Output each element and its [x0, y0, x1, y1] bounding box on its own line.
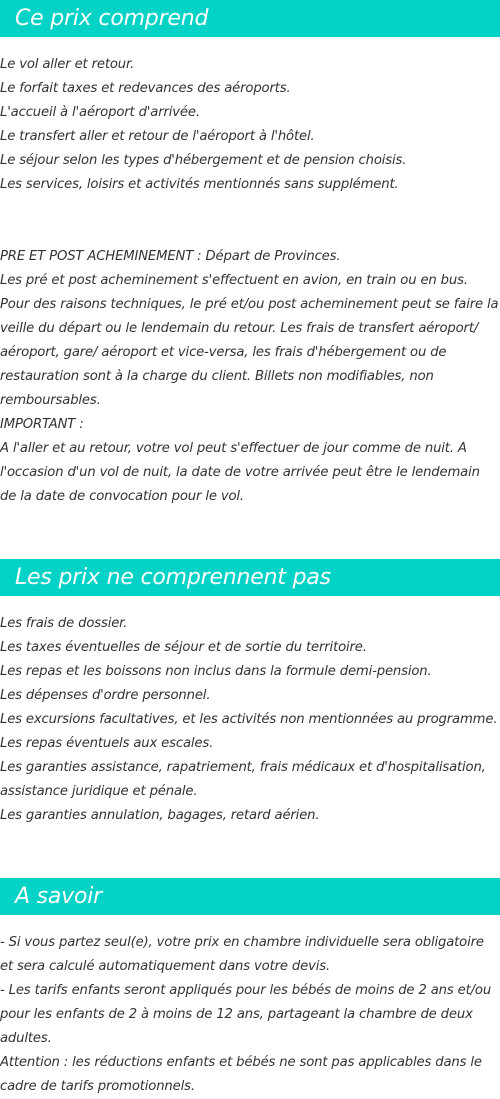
- section-header-info: A savoir: [0, 878, 500, 915]
- list-item: Le transfert aller et retour de l'aéroport à l'hôtel.: [0, 129, 315, 144]
- list-item: Les repas et les boissons non inclus dans la formule demi-pension.: [0, 664, 432, 679]
- pre-post-text: Les pré et post acheminement s'effectuent en avion, en train ou en bus. Pour des raisons techniques, le pré et/ou post acheminement peut se faire la veille du départ ou le lendemain du retour. Les frais de transfert aéroport/ aéroport, gare/ aéroport et vice-versa, les frais d'hébergement ou de restauration sont à la charge du client. Billets non modifiables, non remboursables.: [0, 273, 499, 408]
- info-block: [0, 931, 500, 1099]
- solo-traveler-text: - Si vous partez seul(e), votre prix en chambre individuelle sera obligatoire et sera calculé automatiquement dans votre devis.: [0, 935, 484, 974]
- section-header-excluded: Les prix ne comprennent pas: [0, 559, 500, 596]
- attention-text: Attention : les réductions enfants et bébés ne sont pas applicables dans le cadre de tarifs promotionnels.: [0, 1055, 482, 1094]
- children-rates-text: - Les tarifs enfants seront appliqués pour les bébés de moins de 2 ans et/ou pour les enfants de 2 à moins de 12 ans, partageant la chambre de deux adultes.: [0, 983, 492, 1046]
- list-item: Les repas éventuels aux escales.: [0, 736, 214, 751]
- list-item: Le vol aller et retour.: [0, 57, 135, 72]
- list-item: Les dépenses d'ordre personnel.: [0, 688, 211, 703]
- important-text: A l'aller et au retour, votre vol peut s'effectuer de jour comme de nuit. A l'occasion d'un vol de nuit, la date de votre arrivée peut être le lendemain de la date de convocation pour le vol.: [0, 441, 480, 504]
- list-item: Les taxes éventuelles de séjour et de sortie du territoire.: [0, 640, 367, 655]
- pre-post-heading: PRE ET POST ACHEMINEMENT : Départ de Provinces.: [0, 249, 341, 264]
- pre-post-block: [0, 245, 500, 413]
- important-heading: IMPORTANT :: [0, 417, 84, 432]
- important-block: [0, 413, 500, 509]
- section-header-included: Ce prix comprend: [0, 0, 500, 37]
- list-item: Les frais de dossier.: [0, 616, 128, 631]
- list-item: Les garanties annulation, bagages, retard aérien.: [0, 808, 320, 823]
- list-item: Les excursions facultatives, et les activités non mentionnées au programme.: [0, 712, 498, 727]
- list-item: Le séjour selon les types d'hébergement et de pension choisis.: [0, 153, 407, 168]
- list-item: Les garanties assistance, rapatriement, frais médicaux et d'hospitalisation, assistance juridique et pénale.: [0, 760, 486, 799]
- excluded-list: [0, 612, 500, 828]
- list-item: Le forfait taxes et redevances des aéroports.: [0, 81, 291, 96]
- list-item: Les services, loisirs et activités mentionnés sans supplément.: [0, 177, 399, 192]
- included-list: [0, 53, 500, 197]
- list-item: L'accueil à l'aéroport d'arrivée.: [0, 105, 200, 120]
